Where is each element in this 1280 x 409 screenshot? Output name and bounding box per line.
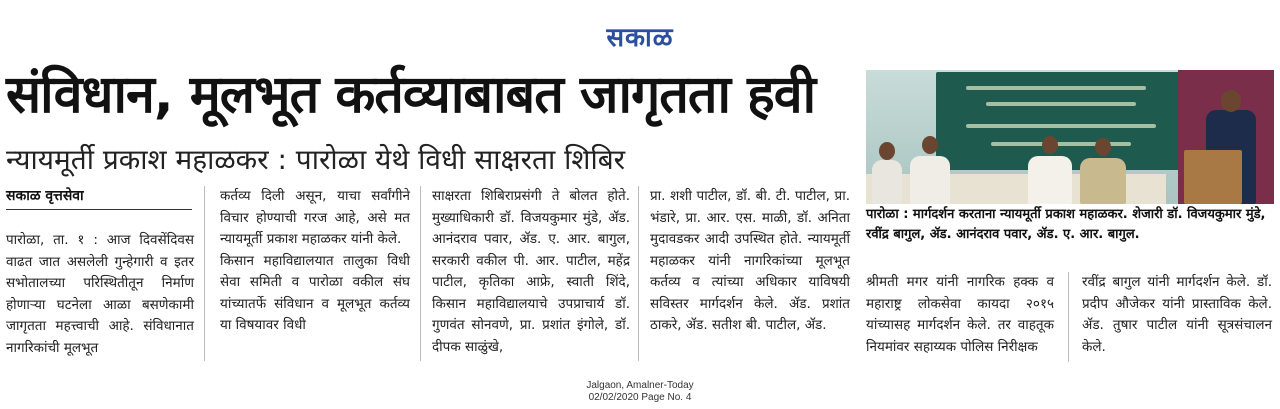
article-subheadline: न्यायमूर्ती प्रकाश महाळकर : पारोळा येथे विधी साक्षरता शिबिर [6,143,626,176]
photo-caption: पारोळा : मार्गदर्शन करताना न्यायमूर्ती प्रकाश महाळकर. शेजारी डॉ. विजयकुमार मुंडे, रवींद्र बागुल, ॲड. आनंदराव पवार, ॲड. ए. आर. बागुल. [866,207,1266,242]
article-column-6: रवींद्र बागुल यांनी मार्गदर्शन केले. डॉ. प्रदीप औजेकर यांनी प्रास्ताविक केले. ॲड. तुषार पाटील यांनी सूत्रसंचालन केले. [1082,274,1272,355]
article-column-4: प्रा. शशी पाटील, डॉ. बी. टी. पाटील, प्रा. भंडारे, प्रा. आर. एस. माळी, डॉ. अनिता मुदावडकर आदी उपस्थित होते. न्यायमूर्ती महाळकर यांनी नागरिकांच्या मूलभूत कर्तव्य व त्यांच्या अधिकार याविषयी सविस्तर मार्गदर्शन केले. ॲड. प्रशांत ठाकरे, ॲड. सतीश बी. पाटील, ॲड. [650,188,850,333]
byline: सकाळ वृत्तसेवा [6,186,192,210]
article-column-1: पारोळा, ता. १ : आज दिवसेंदिवस वाढत जात असलेली गुन्हेगारी व इतर सभोतालच्या परिस्थितीतून निर्माण होणाऱ्या घटनेला आळा बसणेकामी जागृतता महत्त्वाची आहे. संविधानात नागरिकांची मूलभूत [6,232,194,356]
article-column-5: श्रीमती मगर यांनी नागरिक हक्क व महाराष्ट्र लोकसेवा कायदा २०१५ यांच्यासह मार्गदर्शन केले. तर वाहतूक नियमांवर सहाय्यक पोलिस निरीक्षक [866,274,1054,355]
column-divider [1068,272,1069,362]
column-divider [204,186,205,361]
column-divider [638,186,639,361]
date-page-label: 02/02/2020 Page No. 4 [588,392,692,403]
article-headline: संविधान, मूलभूत कर्तव्याबाबत जागृतता हवी [6,65,816,125]
article-column-3: साक्षरता शिबिराप्रसंगी ते बोलत होते. मुख्याधिकारी डॉ. विजयकुमार मुंडे, ॲड. आनंदराव पवार, ॲड. ए. आर. बागुल, सरकारी वकील पी. आर. पाटील, महेंद्र पाटील, कृतिका आफ्रे, स्वाती शिंदे, किसान महाविद्यालयाचे उपप्राचार्य डॉ. गुणवंत सोनवणे, प्रा. प्रशांत इंगोले, डॉ. दीपक साळुंखे, [432,188,630,355]
newspaper-masthead: सकाळ [606,23,674,53]
page-footer [540,380,740,404]
edition-label: Jalgaon, Amalner-Today [586,380,694,391]
news-photo [866,70,1274,204]
article-column-2: कर्तव्य दिली असून, याचा सर्वांगीने विचार होण्याची गरज आहे, असे मत न्यायमूर्ती प्रकाश महाळकर यांनी केले. किसान महाविद्यालयात तालुका विधी सेवा समिती व पारोळा वकील संघ यांच्यातर्फे संविधान व मूलभूत कर्तव्य या विषयावर विधी [220,188,410,333]
column-divider [420,186,421,361]
